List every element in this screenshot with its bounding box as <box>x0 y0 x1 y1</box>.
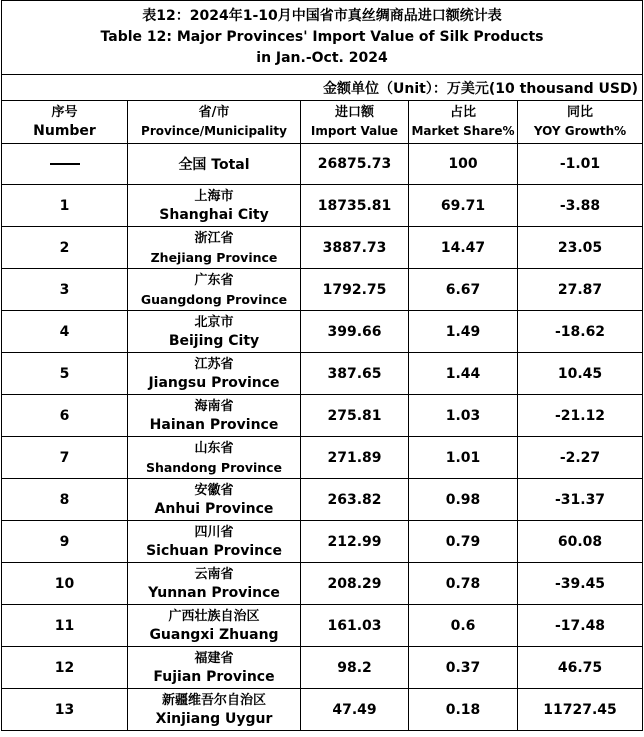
row-yoy-growth: 46.75 <box>518 647 643 689</box>
table-row <box>2 227 643 269</box>
row-market-share: 1.03 <box>409 395 518 437</box>
province-name-zh: 安徽省 <box>194 482 234 498</box>
title-line-zh: 表12：2024年1-10月中国省市真丝绸商品进口额统计表 <box>142 8 502 24</box>
table-row <box>2 479 643 521</box>
row-province <box>128 185 301 227</box>
row-yoy-growth: -3.88 <box>518 185 643 227</box>
row-number: 2 <box>2 227 128 269</box>
province-name-en: Jiangsu Province <box>148 374 280 391</box>
row-import-value: 1792.75 <box>301 269 409 311</box>
header-province-en: Province/Municipality <box>141 124 287 138</box>
table-row <box>2 353 643 395</box>
row-import-value: 263.82 <box>301 479 409 521</box>
table-row <box>2 395 643 437</box>
row-yoy-growth: 11727.45 <box>518 689 643 731</box>
province-name-en: Xinjiang Uygur <box>155 710 273 727</box>
province-name-zh: 浙江省 <box>194 230 234 246</box>
row-import-value: 161.03 <box>301 605 409 647</box>
row-import-value: 98.2 <box>301 647 409 689</box>
province-name-zh: 海南省 <box>194 398 234 414</box>
row-number: 7 <box>2 437 128 479</box>
province-name-zh: 广东省 <box>194 272 234 288</box>
table-row <box>2 437 643 479</box>
row-province <box>128 479 301 521</box>
header-province-zh: 省/市 <box>198 105 230 120</box>
row-number: 10 <box>2 563 128 605</box>
province-name-zh: 山东省 <box>194 440 234 456</box>
province-name-en: Guangdong Province <box>140 291 288 307</box>
row-province <box>128 311 301 353</box>
header-number-zh: 序号 <box>51 105 78 120</box>
table-row <box>2 605 643 647</box>
province-name-en: Shanghai City <box>159 206 269 223</box>
header-growth-en: YOY Growth% <box>533 124 627 138</box>
row-province <box>128 395 301 437</box>
row-market-share: 0.37 <box>409 647 518 689</box>
row-import-value: 212.99 <box>301 521 409 563</box>
dash-mark <box>50 163 80 165</box>
row-province <box>128 521 301 563</box>
row-province <box>128 563 301 605</box>
row-import-value: 275.81 <box>301 395 409 437</box>
row-market-share: 1.49 <box>409 311 518 353</box>
row-province <box>128 353 301 395</box>
row-yoy-growth: -17.48 <box>518 605 643 647</box>
silk-import-table-sheet <box>1 0 642 737</box>
row-import-value: 3887.73 <box>301 227 409 269</box>
row-market-share: 0.98 <box>409 479 518 521</box>
row-yoy-growth: -2.27 <box>518 437 643 479</box>
row-market-share: 0.78 <box>409 563 518 605</box>
row-yoy-growth: 23.05 <box>518 227 643 269</box>
row-market-share: 1.01 <box>409 437 518 479</box>
row-market-share: 6.67 <box>409 269 518 311</box>
row-number: 13 <box>2 689 128 731</box>
row-market-share: 0.79 <box>409 521 518 563</box>
province-name-en: Anhui Province <box>154 500 274 517</box>
row-yoy-growth: -21.12 <box>518 395 643 437</box>
row-number: 12 <box>2 647 128 689</box>
total-share: 100 <box>409 144 518 185</box>
province-name-zh: 云南省 <box>194 566 234 582</box>
header-growth-zh: 同比 <box>566 105 593 120</box>
header-province <box>128 101 301 144</box>
province-name-en: Guangxi Zhuang <box>149 626 279 643</box>
header-share-en: Market Share% <box>411 124 515 138</box>
province-name-en: Beijing City <box>168 332 260 349</box>
province-name-zh: 新疆维吾尔自治区 <box>161 692 266 708</box>
row-number: 6 <box>2 395 128 437</box>
province-name-zh: 江苏省 <box>194 356 234 372</box>
title-line-period: in Jan.-Oct. 2024 <box>256 50 388 66</box>
province-name-zh: 广西壮族自治区 <box>168 608 260 624</box>
row-yoy-growth: -39.45 <box>518 563 643 605</box>
row-number: 11 <box>2 605 128 647</box>
row-import-value: 387.65 <box>301 353 409 395</box>
header-growth <box>518 101 643 144</box>
import-value-table <box>1 0 643 731</box>
row-import-value: 18735.81 <box>301 185 409 227</box>
header-import <box>301 101 409 144</box>
row-province <box>128 605 301 647</box>
province-name-zh: 福建省 <box>194 650 234 666</box>
table-row <box>2 521 643 563</box>
province-name-en: Zhejiang Province <box>150 249 278 265</box>
table-row <box>2 185 643 227</box>
row-market-share: 0.18 <box>409 689 518 731</box>
province-name-zh: 北京市 <box>194 314 234 330</box>
total-import: 26875.73 <box>301 144 409 185</box>
total-growth: -1.01 <box>518 144 643 185</box>
unit-note: 金额单位（Unit）：万美元(10 thousand USD) <box>2 75 643 101</box>
table-row <box>2 269 643 311</box>
table-title <box>2 1 643 75</box>
province-name-en: Fujian Province <box>153 668 275 685</box>
province-name-en: Hainan Province <box>149 416 279 433</box>
row-yoy-growth: 27.87 <box>518 269 643 311</box>
row-market-share: 69.71 <box>409 185 518 227</box>
row-number: 8 <box>2 479 128 521</box>
row-province <box>128 269 301 311</box>
row-yoy-growth: 60.08 <box>518 521 643 563</box>
header-import-en: Import Value <box>310 124 399 138</box>
header-share-zh: 占比 <box>449 105 476 120</box>
row-yoy-growth: -18.62 <box>518 311 643 353</box>
row-province <box>128 227 301 269</box>
table-row <box>2 689 643 731</box>
header-share <box>409 101 518 144</box>
title-line-en: Table 12: Major Provinces' Import Value of Silk Products <box>100 29 544 45</box>
total-row <box>2 144 643 185</box>
row-yoy-growth: -31.37 <box>518 479 643 521</box>
row-number: 3 <box>2 269 128 311</box>
row-import-value: 47.49 <box>301 689 409 731</box>
row-province <box>128 689 301 731</box>
province-name-en: Sichuan Province <box>146 542 282 559</box>
header-import-zh: 进口额 <box>334 105 374 120</box>
province-name-en: Shandong Province <box>145 459 283 475</box>
row-province <box>128 647 301 689</box>
table-row <box>2 563 643 605</box>
row-yoy-growth: 10.45 <box>518 353 643 395</box>
row-market-share: 14.47 <box>409 227 518 269</box>
row-import-value: 271.89 <box>301 437 409 479</box>
total-number-dash <box>2 144 128 185</box>
total-name: 全国 Total <box>128 144 301 185</box>
row-number: 1 <box>2 185 128 227</box>
row-market-share: 1.44 <box>409 353 518 395</box>
table-row <box>2 311 643 353</box>
header-row <box>2 101 643 144</box>
province-name-en: Yunnan Province <box>148 584 280 601</box>
table-row <box>2 647 643 689</box>
header-number-en: Number <box>33 123 96 139</box>
row-number: 9 <box>2 521 128 563</box>
row-market-share: 0.6 <box>409 605 518 647</box>
province-name-zh: 四川省 <box>194 524 234 540</box>
row-province <box>128 437 301 479</box>
row-number: 4 <box>2 311 128 353</box>
header-number <box>2 101 128 144</box>
province-name-zh: 上海市 <box>194 188 234 204</box>
row-import-value: 399.66 <box>301 311 409 353</box>
row-number: 5 <box>2 353 128 395</box>
row-import-value: 208.29 <box>301 563 409 605</box>
